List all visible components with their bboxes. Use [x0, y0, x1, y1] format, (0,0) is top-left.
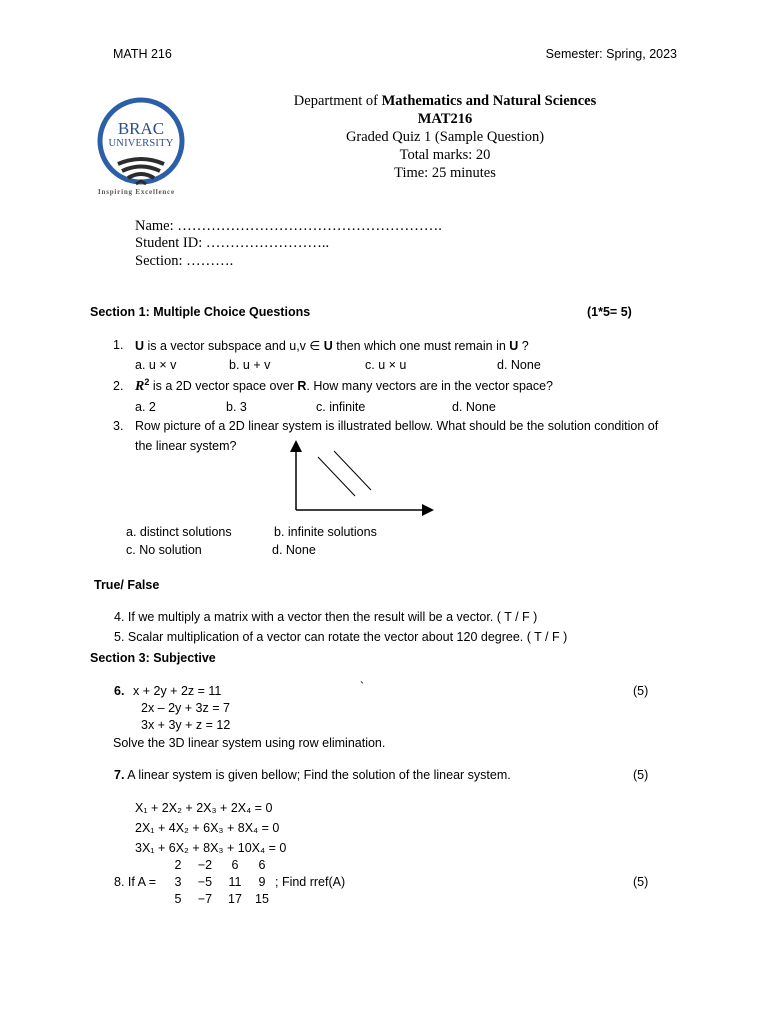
matrix-cell: 2 — [174, 858, 182, 872]
q7-eq2: 2X₁ + 4X₂ + 6X₃ + 8X₄ = 0 — [135, 821, 280, 835]
row-line-1 — [318, 457, 355, 496]
q1-t3: ? — [518, 339, 529, 353]
department-name: Mathematics and Natural Sciences — [381, 93, 597, 109]
row-picture-diagram — [288, 440, 438, 518]
q7-eq3: 3X₁ + 6X₂ + 8X₃ + 10X₄ = 0 — [135, 841, 287, 855]
q3-number: 3. — [113, 419, 124, 433]
true-false-heading: True/ False — [94, 578, 160, 592]
q5-text: 5. Scalar multiplication of a vector can rotate the vector about 120 degree. ( T / F ) — [114, 630, 568, 644]
q7-number: 7. — [114, 768, 125, 782]
q6-eq2: 2x – 2y + 3z = 7 — [141, 701, 230, 715]
q1-option-b: b. u + v — [229, 358, 271, 372]
university-logo — [96, 96, 196, 206]
q2-number: 2. — [113, 379, 124, 393]
matrix-cell: 17 — [228, 892, 242, 906]
matrix-cell: 15 — [255, 892, 269, 906]
matrix-cell: 5 — [174, 892, 182, 906]
section1-marks: (1*5= 5) — [587, 305, 632, 319]
q6-number: 6. — [114, 684, 125, 698]
q2-option-d: d. None — [452, 400, 496, 414]
q1-t2: then which one must remain in — [332, 339, 510, 353]
q2-t1: is a 2D vector space over — [149, 379, 298, 394]
q8-marks: (5) — [633, 875, 649, 889]
q2-r-superscript: 2 — [144, 377, 150, 387]
total-marks: Total marks: 20 — [399, 147, 491, 163]
q7-eq1: X₁ + 2X₂ + 2X₃ + 2X₄ = 0 — [135, 801, 273, 815]
q7-marks: (5) — [633, 768, 649, 782]
section3-heading: Section 3: Subjective — [90, 651, 216, 665]
matrix-cell: 9 — [258, 875, 266, 889]
q1-option-a: a. u × v — [135, 358, 177, 372]
matrix-cell: −2 — [197, 858, 213, 872]
q6-eq3: 3x + 3y + z = 12 — [141, 718, 231, 732]
quiz-title: Graded Quiz 1 (Sample Question) — [345, 129, 545, 145]
q8-prefix: 8. If A = — [114, 875, 157, 889]
q2-text — [135, 377, 553, 395]
q3-line1: Row picture of a 2D linear system is illustrated bellow. What should be the solution condition of — [135, 419, 659, 433]
q1-number: 1. — [113, 338, 124, 352]
q6-stray-mark: ` — [360, 680, 365, 694]
q3-option-c: c. No solution — [126, 543, 202, 557]
time-limit: Time: 25 minutes — [394, 165, 496, 181]
logo-line2: UNIVERSITY — [108, 138, 174, 149]
student-id-field: Student ID: …………………….. — [135, 235, 330, 251]
matrix-cell: 6 — [231, 858, 239, 872]
matrix-cell: −7 — [197, 892, 213, 906]
q2-r-symbol: R — [135, 379, 145, 395]
q2-t2: . How many vectors are in the vector space? — [306, 379, 554, 394]
course-code-header: MATH 216 — [113, 47, 172, 61]
row-line-2 — [334, 451, 371, 490]
q3-option-b: b. infinite solutions — [274, 525, 377, 539]
q1-u3: U — [509, 339, 519, 353]
section1-heading: Section 1: Multiple Choice Questions — [90, 305, 311, 319]
q7-text — [114, 768, 511, 782]
q2-option-a: a. 2 — [135, 400, 156, 414]
matrix-cell: 3 — [174, 875, 182, 889]
q6-marks: (5) — [633, 684, 649, 698]
section-field: Section: ………. — [135, 253, 234, 269]
matrix-cell: 6 — [258, 858, 266, 872]
semester-header: Semester: Spring, 2023 — [545, 47, 677, 61]
logo-tagline: Inspiring Excellence — [98, 188, 175, 196]
q4-text: 4. If we multiply a matrix with a vector then the result will be a vector. ( T / F ) — [114, 610, 538, 624]
department-line — [245, 93, 645, 110]
name-field: Name: ………………………………………………. — [135, 218, 442, 234]
q2-option-c: c. infinite — [316, 400, 366, 414]
department-prefix: Department of — [293, 93, 382, 109]
q2-rb: R — [297, 379, 307, 394]
q8-suffix: ; Find rref(A) — [275, 875, 346, 889]
q6-eq1: x + 2y + 2z = 11 — [133, 684, 222, 698]
matrix-cell: −5 — [197, 875, 213, 889]
q1-text — [135, 338, 529, 353]
q2-option-b: b. 3 — [226, 400, 247, 414]
q1-u1: U — [135, 339, 145, 353]
q1-option-c: c. u × u — [365, 358, 407, 372]
q1-t1: is a vector subspace and u,v ∈ — [144, 339, 324, 353]
q7-prompt: A linear system is given bellow; Find the solution of the linear system. — [124, 768, 511, 782]
q3-option-d: d. None — [272, 543, 316, 557]
q1-option-d: d. None — [497, 358, 541, 372]
q3-option-a: a. distinct solutions — [126, 525, 232, 539]
matrix-cell: 11 — [228, 875, 242, 889]
q6-instruction: Solve the 3D linear system using row elimination. — [113, 736, 386, 750]
q3-line2: the linear system? — [135, 439, 237, 453]
q1-u2: U — [323, 339, 333, 353]
logo-line1: BRAC — [117, 119, 165, 138]
course-title: MAT216 — [417, 111, 473, 127]
